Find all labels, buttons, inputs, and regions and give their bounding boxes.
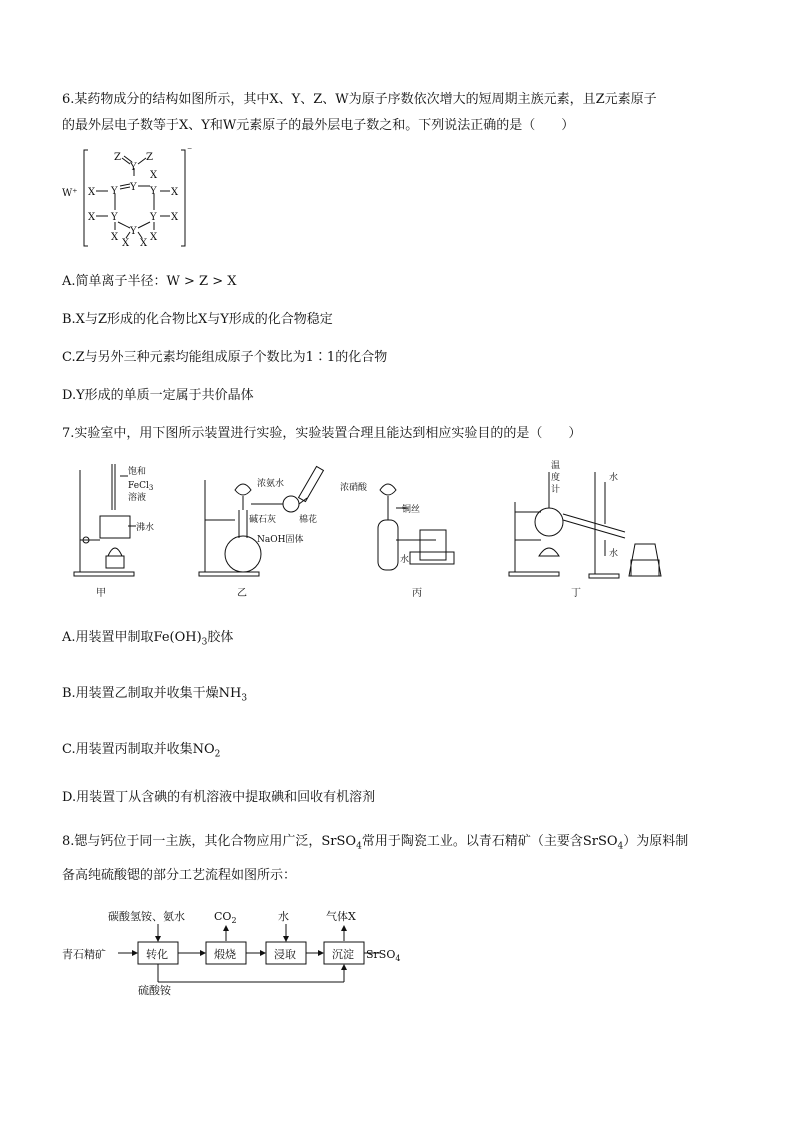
bing-label-1: 浓硝酸	[340, 483, 368, 493]
q6-option-d: D.Y形成的单质一定属于共价晶体	[62, 388, 254, 403]
q7-option-a: A.用装置甲制取$Fe(OH)_3$胶体	[62, 630, 234, 648]
atom-y: Y	[111, 186, 118, 197]
atom-y: Y	[150, 186, 157, 197]
atom-x: X	[140, 238, 148, 249]
yi-label-2: 碱石灰	[249, 515, 277, 525]
apparatus-yi	[195, 460, 330, 600]
atom-y: Y	[130, 182, 137, 193]
ding-label-1: 温	[551, 461, 561, 471]
q8-stem-line2: 备高纯硫酸锶的部分工艺流程如图所示：	[62, 868, 297, 883]
q6-option-a: A.简单离子半径：W > Z > X	[62, 274, 237, 289]
atom-x: X	[88, 187, 96, 198]
jia-caption: 甲	[96, 588, 106, 599]
flow-step-3: 浸取	[274, 948, 296, 961]
atom-x: X	[150, 232, 158, 243]
yi-label-4: NaOH固体	[257, 535, 304, 545]
jia-label-4: 沸水	[136, 523, 155, 533]
q7-option-b: B.用装置乙制取并收集干燥$NH_3$	[62, 686, 248, 704]
bing-caption: 丙	[412, 588, 422, 599]
apparatus-jia	[70, 460, 170, 600]
q7-stem: 7.实验室中，用下图所示装置进行实验，实验装置合理且能达到相应实验目的的是（ ）	[62, 426, 582, 441]
atom-z: Z	[114, 152, 121, 163]
flow-top-4: 气体X	[326, 910, 356, 923]
jia-label-2: FeCl$_3$	[128, 481, 154, 492]
atom-y: Y	[111, 212, 118, 223]
q6-option-c: C.Z与另外三种元素均能组成原子个数比为1∶1的化合物	[62, 350, 388, 365]
bing-label-3: 水	[400, 555, 410, 565]
flow-input: 青石精矿	[62, 948, 106, 961]
atom-x: X	[171, 187, 179, 198]
ding-label-5: 水	[609, 549, 619, 559]
q8-process-flow	[62, 906, 442, 998]
bing-label-2: 铜丝	[402, 505, 421, 515]
atom-y: Y	[150, 212, 157, 223]
atom-y: Y	[130, 226, 137, 237]
flow-bottom: 硫酸铵	[138, 984, 171, 997]
yi-label-1: 浓氨水	[257, 479, 285, 489]
q6-structure-diagram	[60, 146, 200, 252]
atom-x: X	[88, 212, 96, 223]
w-ion: W⁺	[62, 188, 78, 199]
flow-top-2: $CO_2$	[214, 910, 237, 925]
flow-step-1: 转化	[146, 948, 168, 961]
atom-y: Y	[130, 162, 137, 173]
yi-caption: 乙	[237, 588, 247, 599]
q6-stem-line2: 的最外层电子数等于X、Y和W元素原子的最外层电子数之和。下列说法正确的是（ ）	[62, 118, 575, 133]
atom-z: Z	[146, 152, 153, 163]
q6-stem-line1: 6.某药物成分的结构如图所示，其中X、Y、Z、W为原子序数依次增大的短周期主族元素，且Z元素原子	[62, 92, 657, 107]
ding-label-2: 度	[551, 473, 561, 483]
flow-top-3: 水	[278, 910, 289, 923]
charge-minus: ⁻	[187, 146, 193, 157]
atom-x: X	[122, 238, 130, 249]
flow-top-1: 碳酸氢铵、氨水	[108, 910, 185, 923]
q7-option-d: D.用装置丁从含碘的有机溶液中提取碘和回收有机溶剂	[62, 790, 376, 805]
atom-x: X	[171, 212, 179, 223]
atom-x: X	[150, 170, 158, 181]
flow-output: SrSO$_4$	[366, 948, 401, 963]
jia-label-3: 溶液	[128, 493, 147, 503]
apparatus-bing	[340, 460, 460, 600]
q6-option-b: B.X与Z形成的化合物比X与Y形成的化合物稳定	[62, 312, 333, 327]
flow-step-4: 沉淀	[332, 948, 354, 961]
jia-label-1: 饱和	[128, 467, 147, 477]
q7-option-c: C.用装置丙制取并收集$NO_2$	[62, 742, 221, 760]
q8-stem-line1: 8.锶与钙位于同一主族，其化合物应用广泛，SrSO$_4$常用于陶瓷工业。以青石精矿（主要含SrSO$_4$）为原料制	[62, 834, 689, 852]
atom-x: X	[111, 232, 119, 243]
ding-label-3: 计	[551, 485, 561, 495]
flow-step-2: 煅烧	[214, 948, 236, 961]
ding-label-4: 水	[609, 473, 619, 483]
apparatus-ding	[505, 452, 675, 602]
ding-caption: 丁	[571, 588, 581, 599]
yi-label-3: 棉花	[299, 515, 318, 525]
